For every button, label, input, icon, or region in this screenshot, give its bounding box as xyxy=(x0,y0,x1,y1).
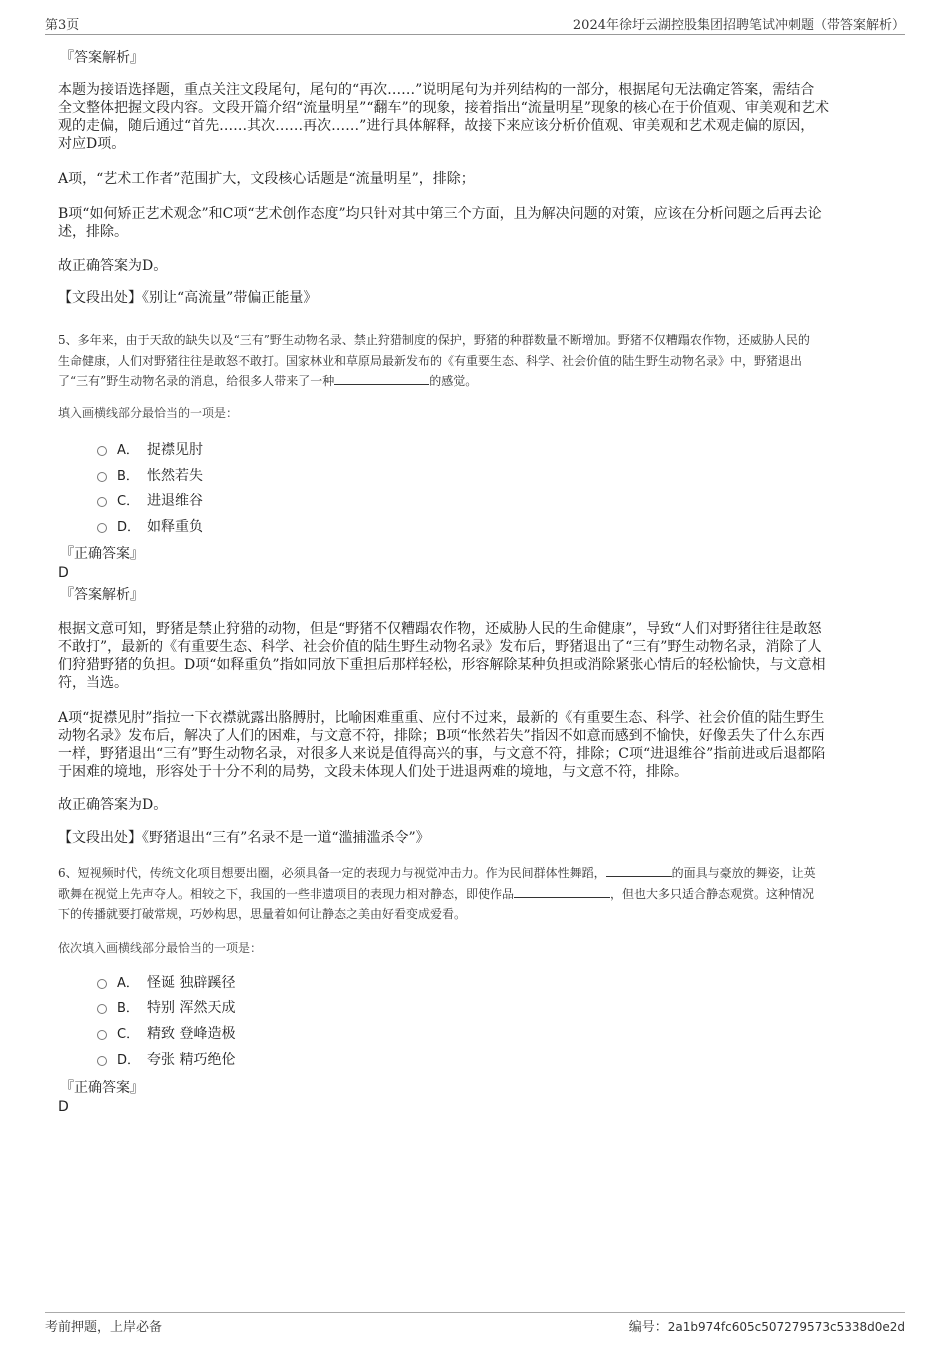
code-label: 编号： xyxy=(628,1320,668,1335)
code-value: 2a1b974fc605c507279573c5338d0e2d xyxy=(667,1320,905,1334)
text-line: 动物名录》发布后，解决了人们的困难，与文意不符，排除；B项“怅然若失”指因不如意而感到不愉快，好像丢失了什么东西 xyxy=(58,728,825,744)
q5-answer: D xyxy=(58,565,69,581)
text-line: 符，当选。 xyxy=(58,675,128,691)
q4-analysis-paragraph-3 xyxy=(58,205,898,241)
q5-source: 【文段出处】《野猪退出“三有”名录不是一道“滥捕滥杀令”》 xyxy=(58,830,430,846)
q5-conclusion: 故正确答案为D。 xyxy=(58,797,168,813)
text-line: 观的走偏，随后通过“首先……其次……再次……”进行具体解释，故接下来应该分析价值观、审美观和艺术观走偏的原因， xyxy=(58,118,815,134)
radio-icon[interactable] xyxy=(97,1030,107,1040)
option-letter: D． xyxy=(117,1053,141,1068)
q6-option-a[interactable] xyxy=(97,973,235,993)
text-line: B项“如何矫正艺术观念”和C项“艺术创作态度”均只针对其中第三个方面，且为解决问题的对策，应该在分析问题之后再去论 xyxy=(58,206,822,222)
page-number: 第3页 xyxy=(45,18,80,33)
document-title: 2024年徐圩云湖控股集团招聘笔试冲刺题（带答案解析） xyxy=(572,18,905,33)
text-segment: 歌舞在视觉上先声夺人。相较之下，我国的一些非遗项目的表现力相对静态，即使作品 xyxy=(58,886,515,901)
text-line: A项“捉襟见肘”指拉一下衣襟就露出胳膊肘，比喻困难重重、应付不过来，最新的《有重要生态、科学、社会价值的陆生野生 xyxy=(58,710,825,726)
fill-blank xyxy=(334,372,429,385)
q6-answer-label: 『正确答案』 xyxy=(60,1080,144,1096)
q4-analysis-label: 『答案解析』 xyxy=(60,50,144,66)
radio-icon[interactable] xyxy=(97,472,107,482)
text-line: 生命健康，人们对野猪往往是敢怒不敢打。国家林业和草原局最新发布的《有重要生态、科学、社会价值的陆生野生动物名录》中，野猪退出 xyxy=(58,353,803,368)
text-line: 述，排除。 xyxy=(58,224,128,240)
option-text: 特别 浑然天成 xyxy=(147,1000,236,1016)
text-segment: 了“三有”野生动物名录的消息，给很多人带来了一种 xyxy=(58,374,335,388)
q6-answer: D xyxy=(58,1099,69,1115)
document-code xyxy=(629,1316,905,1335)
text-line: 不敢打”，最新的《有重要生态、科学、社会价值的陆生野生动物名录》发布后，野猪退出了“三有”野生动物名录，消除了人 xyxy=(58,639,822,655)
text-segment: 6、短视频时代，传统文化项目想要出圈，必须具备一定的表现力与视觉冲击力。作为民间群体性舞蹈， xyxy=(58,866,606,880)
radio-icon[interactable] xyxy=(97,446,107,456)
q5-stem: 填入画横线部分最恰当的一项是： xyxy=(58,406,239,420)
q5-analysis-paragraph-2 xyxy=(58,709,898,781)
q5-analysis-paragraph-1 xyxy=(58,620,898,692)
option-text: 如释重负 xyxy=(147,519,203,535)
option-letter: C． xyxy=(117,1027,140,1042)
option-letter: B． xyxy=(117,469,139,484)
q5-option-c[interactable] xyxy=(97,491,203,511)
fill-blank xyxy=(514,885,610,898)
q6-option-d[interactable] xyxy=(97,1050,235,1070)
q6-option-b[interactable] xyxy=(97,998,235,1018)
q5-option-d[interactable] xyxy=(97,517,203,537)
q5-answer-label: 『正确答案』 xyxy=(60,546,144,562)
radio-icon[interactable] xyxy=(97,979,107,989)
text-line: 们狩猎野猪的负担。D项“如释重负”指如同放下重担后那样轻松，形容解除某种负担或消除紧张心情后的轻松愉快，与文意相 xyxy=(58,657,826,673)
q5-question-text xyxy=(58,330,908,392)
option-text: 进退维谷 xyxy=(147,493,203,509)
q4-analysis-paragraph-1 xyxy=(58,81,898,153)
text-line xyxy=(58,371,908,392)
q5-option-a[interactable] xyxy=(97,440,203,460)
option-letter: D． xyxy=(117,520,141,535)
text-line xyxy=(58,884,908,905)
text-line: 根据文意可知，野猪是禁止狩猎的动物，但是“野猪不仅糟蹋农作物，还威胁人民的生命健康”，导致“人们对野猪往往是敢怒 xyxy=(58,621,822,637)
text-line: 5、多年来，由于天敌的缺失以及“三有”野生动物名录、禁止狩猎制度的保护，野猪的种群数量不断增加。野猪不仅糟蹋农作物，还威胁人民的 xyxy=(58,333,810,347)
page-header xyxy=(45,12,905,35)
text-line: 全文整体把握文段内容。文段开篇介绍“流量明星”“翻车”的现象，接着指出“流量明星”现象的核心在于价值观、审美观和艺术 xyxy=(58,100,829,116)
q5-analysis-label: 『答案解析』 xyxy=(60,587,144,603)
radio-icon[interactable] xyxy=(97,1056,107,1066)
option-letter: A． xyxy=(117,976,139,991)
text-line: 下的传播就要打破常规，巧妙构思，思量着如何让静态之美由好看变成爱看。 xyxy=(58,907,467,921)
fill-blank xyxy=(606,864,672,877)
q6-stem: 依次填入画横线部分最恰当的一项是： xyxy=(58,941,263,955)
q6-option-c[interactable] xyxy=(97,1024,235,1044)
text-segment: 的面具与豪放的舞姿，让英 xyxy=(671,866,816,880)
q5-option-b[interactable] xyxy=(97,466,203,486)
radio-icon[interactable] xyxy=(97,1004,107,1014)
text-line: 一样，野猪退出“三有”野生动物名录，对很多人来说是值得高兴的事，与文意不符，排除；C项“进退维谷”指前进或后退都陷 xyxy=(58,746,826,762)
footer-slogan: 考前押题，上岸必备 xyxy=(45,1320,163,1335)
q4-analysis-paragraph-2: A项，“艺术工作者”范围扩大，文段核心话题是“流量明星”，排除； xyxy=(58,171,475,187)
text-segment: 的感觉。 xyxy=(429,374,478,388)
option-text: 捉襟见肘 xyxy=(147,442,203,458)
option-text: 夸张 精巧绝伦 xyxy=(147,1052,236,1068)
text-line xyxy=(58,863,908,884)
q4-conclusion: 故正确答案为D。 xyxy=(58,258,168,274)
radio-icon[interactable] xyxy=(97,523,107,533)
option-letter: B． xyxy=(117,1001,139,1016)
option-letter: C． xyxy=(117,494,140,509)
page-footer xyxy=(45,1312,905,1335)
radio-icon[interactable] xyxy=(97,497,107,507)
text-line: 对应D项。 xyxy=(58,136,126,152)
q4-source: 【文段出处】《别让“高流量”带偏正能量》 xyxy=(58,290,318,306)
option-letter: A． xyxy=(117,443,139,458)
text-line: 于困难的境地，形容处于十分不利的局势，文段未体现人们处于进退两难的境地，与文意不符，排除。 xyxy=(58,764,688,780)
option-text: 怪诞 独辟蹊径 xyxy=(147,975,236,991)
option-text: 精致 登峰造极 xyxy=(147,1026,236,1042)
text-segment: ，但也大多只适合静态观赏。这种情况 xyxy=(610,886,815,901)
text-line: 本题为接语选择题，重点关注文段尾句，尾句的“再次……”说明尾句为并列结构的一部分，根据尾句无法确定答案，需结合 xyxy=(58,82,815,98)
q6-question-text xyxy=(58,863,908,925)
option-text: 怅然若失 xyxy=(147,468,203,484)
